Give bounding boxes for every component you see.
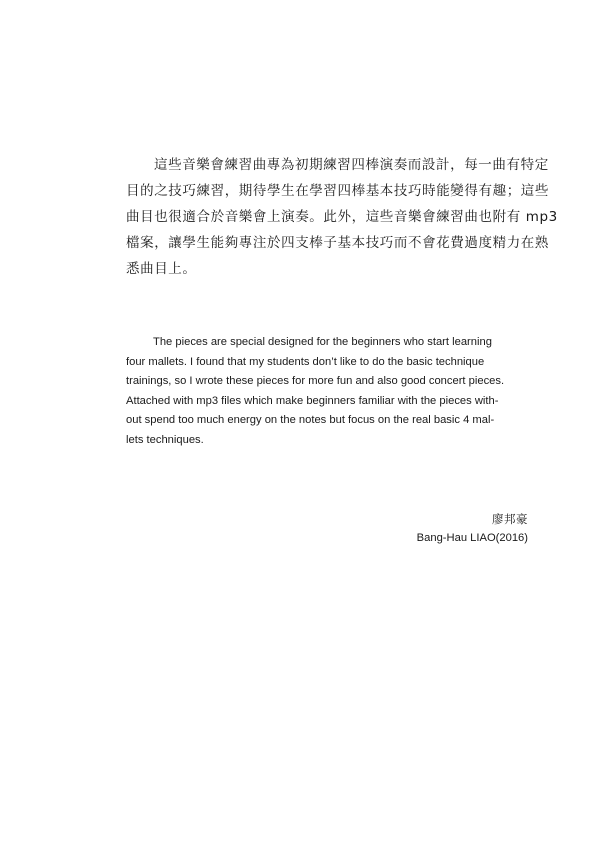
english-paragraph bbox=[126, 333, 526, 451]
chinese-paragraph-line: 檔案，讓學生能夠專注於四支棒子基本技巧而不會花費過度精力在熟 bbox=[126, 235, 549, 251]
english-paragraph-line: trainings, so I wrote these pieces for more fun and also good concert pieces. bbox=[126, 375, 505, 388]
english-paragraph-line: Attached with mp3 files which make beginners familiar with the pieces with- bbox=[126, 394, 499, 407]
english-paragraph-line: lets techniques. bbox=[126, 433, 204, 446]
chinese-paragraph-line: 悉曲目上。 bbox=[126, 261, 197, 277]
english-paragraph-line: The pieces are special designed for the beginners who start learning bbox=[153, 336, 492, 348]
chinese-paragraph bbox=[126, 152, 558, 282]
english-paragraph-line: out spend too much energy on the notes but focus on the real basic 4 mal- bbox=[126, 414, 495, 427]
author-name-english: Bang-Hau LIAO(2016) bbox=[416, 532, 528, 544]
chinese-paragraph-line: 目的之技巧練習，期待學生在學習四棒基本技巧時能變得有趣；這些 bbox=[126, 183, 549, 199]
english-paragraph-line: four mallets. I found that my students don’t like to do the basic technique bbox=[126, 355, 485, 368]
signature-block bbox=[417, 510, 528, 548]
chinese-paragraph-line: 曲目也很適合於音樂會上演奏。此外，這些音樂會練習曲也附有 mp3 bbox=[126, 209, 558, 225]
chinese-paragraph-line: 這些音樂會練習曲專為初期練習四棒演奏而設計，每一曲有特定 bbox=[154, 157, 549, 173]
author-name-chinese: 廖邦豪 bbox=[492, 512, 528, 526]
